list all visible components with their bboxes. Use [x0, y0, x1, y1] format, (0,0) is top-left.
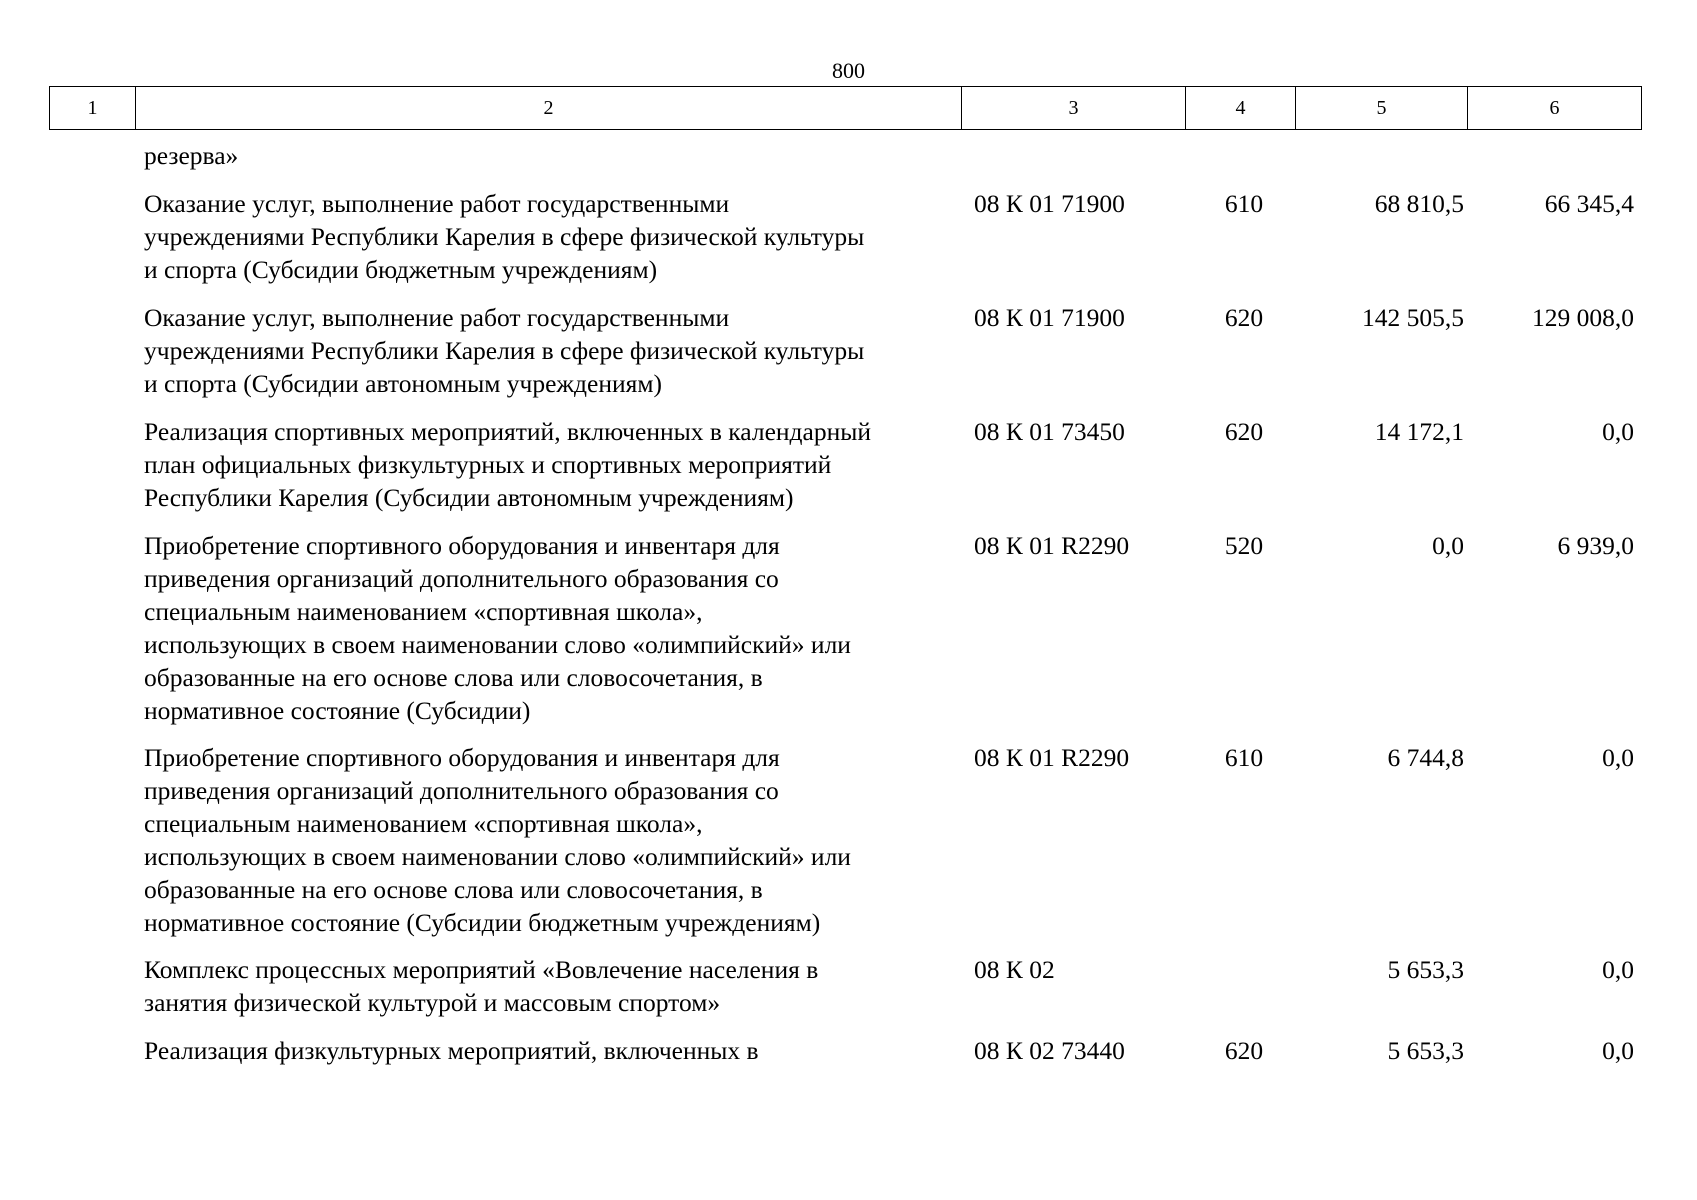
- row-name-line: приведения организаций дополнительного образования со: [144, 776, 779, 805]
- row-name-line: образованные на его основе слова или словосочетания, в: [144, 875, 763, 904]
- row-code: 08 К 01 71900: [974, 303, 1125, 332]
- header-col-1: 1: [50, 87, 136, 130]
- row-name-line: специальным наименованием «спортивная школа»,: [144, 597, 703, 626]
- row-name-line: и спорта (Субсидии бюджетным учреждениям): [144, 255, 658, 284]
- row-type: 620: [1224, 417, 1264, 446]
- row-value-2: 6 939,0: [1557, 531, 1634, 560]
- row-code: 08 К 01 71900: [974, 189, 1125, 218]
- row-name: [144, 953, 964, 1019]
- row-name-line: Комплекс процессных мероприятий «Вовлечение населения в: [144, 955, 819, 984]
- row-name-line: Реализация физкультурных мероприятий, включенных в: [144, 1036, 759, 1065]
- row-name: [144, 741, 964, 939]
- row-code: 08 К 02 73440: [974, 1036, 1125, 1065]
- row-value-2: 0,0: [1602, 955, 1634, 984]
- row-value-1: 5 653,3: [1387, 955, 1464, 984]
- header-col-2: 2: [136, 87, 962, 130]
- row-name-line: план официальных физкультурных и спортивных мероприятий: [144, 450, 832, 479]
- row-name-line: учреждениями Республики Карелия в сфере физической культуры: [144, 222, 865, 251]
- row-type: 620: [1224, 1036, 1264, 1065]
- page-number: 800: [832, 58, 865, 83]
- row-code: 08 К 01 73450: [974, 417, 1125, 446]
- row-value-1: 5 653,3: [1387, 1036, 1464, 1065]
- row-name-line: приведения организаций дополнительного образования со: [144, 564, 779, 593]
- row-value-1: 142 505,5: [1362, 303, 1464, 332]
- row-name-line: специальным наименованием «спортивная школа»,: [144, 809, 703, 838]
- row-value-1: 0,0: [1432, 531, 1464, 560]
- row-type: 610: [1224, 189, 1264, 218]
- row-name: [144, 139, 964, 172]
- row-value-2: 0,0: [1602, 743, 1634, 772]
- row-name-line: образованные на его основе слова или словосочетания, в: [144, 663, 763, 692]
- row-name-line: нормативное состояние (Субсидии): [144, 696, 531, 725]
- row-name-line: резерва»: [144, 141, 239, 170]
- row-name-line: Оказание услуг, выполнение работ государственными: [144, 189, 730, 218]
- row-value-2: 0,0: [1602, 417, 1634, 446]
- row-code: 08 К 01 R2290: [974, 531, 1130, 560]
- row-value-2: 129 008,0: [1532, 303, 1634, 332]
- row-name-line: Приобретение спортивного оборудования и инвентаря для: [144, 531, 780, 560]
- header-col-3: 3: [962, 87, 1186, 130]
- row-value-2: 0,0: [1602, 1036, 1634, 1065]
- row-type: 610: [1224, 743, 1264, 772]
- row-name-line: нормативное состояние (Субсидии бюджетным учреждениям): [144, 908, 821, 937]
- row-code: 08 К 02: [974, 955, 1055, 984]
- row-name: [144, 187, 964, 286]
- row-value-1: 6 744,8: [1387, 743, 1464, 772]
- row-code: 08 К 01 R2290: [974, 743, 1130, 772]
- row-name-line: и спорта (Субсидии автономным учреждениям): [144, 369, 662, 398]
- row-value-2: 66 345,4: [1544, 189, 1634, 218]
- row-name-line: занятия физической культурой и массовым спортом»: [144, 988, 721, 1017]
- row-name-line: Приобретение спортивного оборудования и инвентаря для: [144, 743, 780, 772]
- header-col-4: 4: [1186, 87, 1296, 130]
- row-value-1: 14 172,1: [1374, 417, 1464, 446]
- row-name-line: Реализация спортивных мероприятий, включенных в календарный: [144, 417, 871, 446]
- row-name: [144, 529, 964, 727]
- row-name-line: учреждениями Республики Карелия в сфере физической культуры: [144, 336, 865, 365]
- row-name-line: Республики Карелия (Субсидии автономным учреждениям): [144, 483, 794, 512]
- row-name-line: использующих в своем наименовании слово «олимпийский» или: [144, 842, 851, 871]
- header-col-6: 6: [1468, 87, 1642, 130]
- row-value-1: 68 810,5: [1374, 189, 1464, 218]
- row-type: 520: [1224, 531, 1264, 560]
- row-name: [144, 1034, 964, 1067]
- header-row: [50, 87, 1642, 130]
- row-name-line: использующих в своем наименовании слово «олимпийский» или: [144, 630, 851, 659]
- row-name: [144, 301, 964, 400]
- row-name-line: Оказание услуг, выполнение работ государственными: [144, 303, 730, 332]
- row-type: 620: [1224, 303, 1264, 332]
- column-header-table: [49, 86, 1642, 130]
- row-name: [144, 415, 964, 514]
- header-col-5: 5: [1296, 87, 1468, 130]
